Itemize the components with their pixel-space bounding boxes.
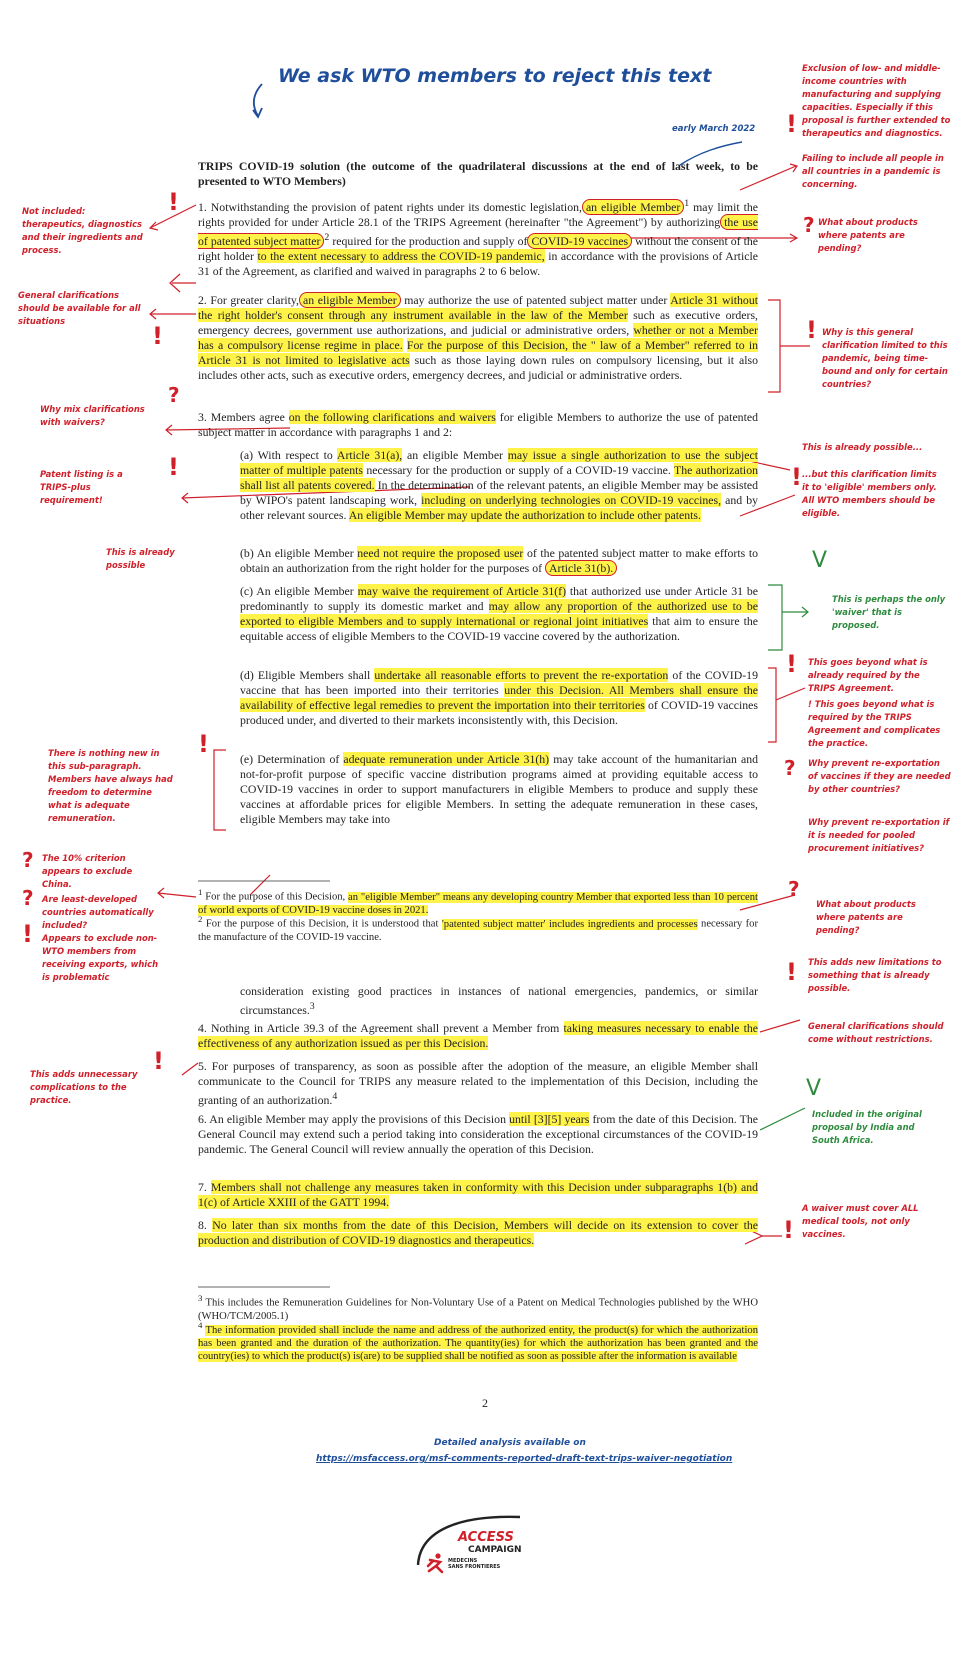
p3d-highlight: under this Decision. All Members shall ensure the availability of effective legal remedies to prevent the importation into their territories	[240, 683, 758, 712]
p3d-highlight: undertake all reasonable efforts to prevent the re-exportation	[374, 668, 669, 682]
exclamation-icon: !	[168, 453, 179, 481]
p3d-text: of COVID-19 vaccines produced under, and diverted to their markets inconsistently with, this Decision.	[240, 698, 758, 727]
annotation-left: Are least-developed countries automatically included?	[42, 894, 154, 930]
footer-analysis-label: Detailed analysis available on	[434, 1438, 586, 1448]
footnote-2-text: For the purpose of this Decision, it is understood that	[205, 918, 442, 930]
analysis-link[interactable]: https://msfaccess.org/msf-comments-reported-draft-text-trips-waiver-negotiation	[316, 1454, 733, 1464]
p3c-text: that aim to ensure the equitable access of eligible Members to the COVID-19 vaccine covered by the authorization.	[240, 614, 758, 643]
p3d-text: of the COVID-19 vaccine that has been imported into their territories	[240, 668, 758, 697]
p3a-highlight: An eligible Member may update the authorization to include other patents.	[348, 508, 701, 522]
footnote-marker: 2	[198, 914, 203, 924]
paragraph-3	[198, 410, 758, 440]
p3a-text: (a) With respect to	[240, 448, 337, 462]
footnote-ref-2: 2	[324, 231, 330, 243]
p7-highlight: Members shall not challenge any measures taken in conformity with this Decision under subparagraphs 1(b) and 1(c) of Article XXIII of the GATT 1994.	[198, 1180, 759, 1209]
exclamation-icon: !	[152, 322, 163, 350]
question-icon: ?	[22, 848, 34, 872]
exclamation-icon: !	[786, 650, 797, 678]
p1-text: in accordance with the provisions of Article 31 of the Agreement, as clarified and waived in paragraphs 2 to 6 below.	[198, 248, 758, 278]
p1-text: without the consent of the right holder	[198, 233, 759, 263]
paragraph-5	[198, 1059, 758, 1108]
footnote-marker: 1	[198, 887, 203, 897]
p3b-text: (b) An eligible Member	[240, 546, 358, 560]
question-icon: ?	[22, 886, 34, 910]
document-title-text: TRIPS COVID-19 solution (the outcome of the quadrilateral discussions at the end of last week, to be presented to WTO Members)	[198, 159, 758, 188]
logo-msf-line2: SANS FRONTIERES	[448, 1564, 501, 1570]
annotation-left: This adds unnecessary complications to the practice.	[30, 1069, 138, 1105]
paragraph-7	[198, 1180, 758, 1210]
p3a-text: In the determination of the relevant patents, an eligible Member may be assisted by WIPO's patent landscaping work,	[240, 478, 758, 507]
annotation-left: There is nothing new in this sub-paragraph. Members have always had freedom to determine what is adequate remuneration.	[48, 748, 173, 823]
annotation-right: This is already possible...	[802, 442, 923, 452]
logo-msf-text	[448, 1558, 500, 1570]
headline: We ask WTO members to reject this text	[278, 65, 712, 87]
footnote-1	[198, 886, 758, 917]
paragraph-2	[198, 293, 758, 383]
footnote-4-highlight: The information provided shall include the name and address of the authorized entity, the product(s) for which the authorization has been granted and the duration of the authorization. The quantity(ies) for which the authorization has been granted and the country(ies) to which the product(s) is(are) to be supplied shall be notified as soon as possible after the information is available	[198, 1324, 758, 1362]
p3e-highlight: adequate remuneration under Article 31(h)	[343, 752, 550, 766]
p3e-text: may take account of the humanitarian and not-for-profit purpose of specific vaccine distribution programs aimed at providing equitable access to COVID-19 vaccines in order to support manufacturers in eligible Members to produce and supply these vaccines at affordable prices for eligible Members. In setting the adequate remuneration in these cases, eligible Members may take into	[240, 752, 759, 826]
logo-access-text: ACCESS	[458, 1530, 514, 1545]
footnote-2-highlight: 'patented subject matter' includes ingredients and processes	[441, 918, 698, 930]
p3-text: for eligible Members to authorize the use of patented subject matter in accordance with paragraphs 1 and 2:	[198, 410, 758, 439]
footnote-ref-4: 4	[332, 1091, 338, 1102]
p3c-text: (c) An eligible Member	[240, 584, 358, 598]
annotation-right: ! This goes beyond what is required by the TRIPS Agreement and complicates the practice.	[808, 699, 941, 748]
p3c-highlight: may waive the requirement of Article 31(f)	[357, 584, 567, 598]
p3e-text: (e) Determination of	[240, 752, 344, 766]
p5-text: 5. For purposes of transparency, as soon as possible after the adoption of the measure, an eligible Member shall communicate to the Council for TRIPS any measure related to the implementation of this Decision, including the granting of an authorization.	[198, 1059, 758, 1107]
p4-text: 4. Nothing in Article 39.3 of the Agreement shall prevent a Member from	[198, 1021, 564, 1035]
annotation-left: This is already possible	[106, 547, 175, 570]
p6-text: 6. An eligible Member may apply the provisions of this Decision	[198, 1112, 510, 1126]
p3a-highlight: may issue a single authorization to use the subject matter of multiple patents	[240, 448, 758, 477]
annotation-right: This goes beyond what is already required by the TRIPS Agreement.	[808, 657, 928, 693]
check-icon: V	[806, 1076, 822, 1101]
p6-text: from the date of this Decision. The General Council may extend such a period taking into consideration the exceptional circumstances of the COVID-19 pandemic. The General Council will review annually the operation of this Decision.	[198, 1112, 758, 1156]
annotation-right: Exclusion of low- and middle-income countries with manufacturing and supplying capacities. Especially if this proposal is further extended to therapeutics and diagnostics.	[802, 63, 951, 138]
exclamation-icon: !	[22, 920, 33, 948]
p3a-text: an eligible Member	[402, 448, 508, 462]
p3c-highlight: may allow any proportion of the authorized use to be exported to eligible Members and to supply international or regional joint initiatives	[240, 599, 758, 628]
p3a-highlight: including on underlying technologies on COVID-19 vaccines,	[421, 493, 722, 507]
annotation-left: Not included: therapeutics, diagnostics and their ingredients and process.	[22, 206, 143, 255]
logo-msf-line1: MEDECINS	[448, 1558, 478, 1564]
p1-text: 1. Notwithstanding the provision of patent rights under its domestic legislation,	[198, 199, 582, 214]
p2-eligible-member: an eligible Member	[299, 292, 401, 308]
annotation-right: This is perhaps the only 'waiver' that is proposed.	[832, 594, 946, 630]
question-icon: ?	[788, 877, 800, 901]
p3b-highlight: need not require the proposed user	[357, 546, 524, 560]
check-icon: V	[812, 548, 828, 573]
paragraph-3d	[240, 668, 758, 728]
annotation-right: Why prevent re-exportation if it is needed for pooled procurement initiatives?	[808, 817, 950, 853]
document-title	[198, 159, 758, 189]
p2-text: such as executive orders, emergency decrees, government use authorizations, and judicial or administrative orders,	[198, 308, 759, 337]
paragraph-6	[198, 1112, 758, 1157]
annotation-right: This adds new limitations to something that is already possible.	[808, 957, 942, 993]
paragraph-8	[198, 1218, 758, 1248]
paragraph-3a	[240, 448, 758, 523]
annotation-left: Appears to exclude non-WTO members from receiving exports, which is problematic	[42, 933, 159, 982]
msf-runner-icon	[424, 1552, 446, 1574]
p1-covid-vaccines: COVID-19 vaccines	[527, 233, 632, 249]
p3b-article-31b: Article 31(b).	[545, 560, 617, 576]
exclamation-icon: !	[168, 188, 179, 216]
footnote-2-text: necessary for the manufacture of the COVID-19 vaccine.	[198, 918, 758, 943]
p3-text: 3. Members agree	[198, 410, 289, 424]
p2-highlight: whether or not a Member has a compulsory license regime in place.	[198, 323, 758, 352]
p1-patented-subject-matter: the use of patented subject matter	[198, 214, 758, 248]
p2-highlight: For the purpose of this Decision, the " law of a Member" referred to in Article 31 is not limited to legislative acts	[198, 338, 759, 367]
annotation-right: Why prevent re-exportation of vaccines if they are needed by other countries?	[808, 758, 951, 794]
question-icon: ?	[803, 213, 815, 237]
paragraph-3b	[240, 546, 758, 576]
footnote-ref-1: 1	[684, 198, 690, 209]
annotation-left: Patent listing is a TRIPS-plus requirement!	[40, 469, 123, 505]
footnote-3-text: This includes the Remuneration Guidelines for Non-Voluntary Use of a Patent on Medical Technologies published by the WHO (WHO/TCM/2005.1)	[198, 1297, 758, 1322]
p2-text: 2. For greater clarity,	[198, 293, 300, 307]
p3a-highlight: The authorization shall list all patents covered.	[240, 463, 759, 492]
annotation-left: The 10% criterion appears to exclude China.	[42, 853, 133, 889]
paragraph-3e	[240, 752, 758, 827]
paragraph-3c	[240, 584, 758, 644]
access-campaign-logo	[410, 1530, 550, 1590]
footnote-marker: 4	[198, 1320, 203, 1330]
p2-text: may authorize the use of patented subject matter under	[400, 293, 671, 307]
p3-highlight: on the following clarifications and waivers	[288, 410, 496, 424]
exclamation-icon: !	[786, 958, 797, 986]
logo-campaign-text: CAMPAIGN	[468, 1545, 522, 1555]
annotation-right: What about products where patents are pending?	[816, 899, 916, 935]
question-icon: ?	[168, 383, 180, 407]
exclamation-icon: !	[783, 1216, 794, 1244]
footnote-marker: 3	[198, 1293, 203, 1303]
footnote-1-text: For the purpose of this Decision,	[205, 891, 349, 903]
p7-number: 7.	[198, 1180, 207, 1194]
question-icon: ?	[784, 756, 796, 780]
p8-number: 8.	[198, 1218, 207, 1232]
p2-highlight: Article 31 without the right holder's consent through any instrument available in the law of the Member	[198, 293, 758, 322]
p2-text: such as those laying down rules on compulsory licensing, but it also includes other acts, such as executive orders, emergency decrees, and judicial or administrative orders.	[198, 353, 758, 382]
annotation-left: General clarifications should be available for all situations	[18, 290, 141, 326]
annotation-right: Failing to include all people in all countries in a pandemic is concerning.	[802, 153, 944, 189]
date-note: early March 2022	[672, 124, 756, 134]
footnote-3	[198, 1292, 758, 1323]
footnote-ref-3: 3	[309, 1001, 315, 1012]
annotation-right: ...but this clarification limits it to 'eligible' members only. All WTO members should be eligible.	[802, 469, 937, 518]
exclamation-icon: !	[198, 730, 209, 758]
p3d-text: (d) Eligible Members shall	[240, 668, 375, 682]
exclamation-icon: !	[786, 110, 797, 138]
p3b-text: of the patented subject matter to make efforts to obtain an authorization from the right holder for the purposes of	[240, 546, 758, 575]
annotation-right: Included in the original proposal by India and South Africa.	[812, 1109, 922, 1145]
annotation-right: Why is this general clarification limited to this pandemic, being time-bound and only for certain countries?	[822, 327, 948, 389]
annotation-left: Why mix clarifications with waivers?	[40, 404, 145, 427]
p8-highlight: No later than six months from the date of this Decision, Members will decide on its extension to cover the production and distribution of COVID-19 diagnostics and therapeutics.	[198, 1218, 758, 1247]
p6-highlight: until [3][5] years	[509, 1112, 590, 1126]
p3a-text: necessary for the production or supply of a COVID-19 vaccine.	[362, 463, 674, 477]
continuation-text: consideration existing good practices in instances of national emergencies, pandemics, or similar circumstances.	[240, 984, 758, 1017]
p1-text: required for the production and supply of	[329, 233, 528, 248]
paragraph-1	[198, 196, 758, 279]
footnote-2	[198, 913, 758, 944]
annotation-right: What about products where patents are pending?	[818, 217, 918, 253]
annotation-right: A waiver must cover ALL medical tools, not only vaccines.	[802, 1203, 919, 1239]
p3a-highlight: Article 31(a),	[336, 448, 403, 462]
exclamation-icon: !	[806, 316, 817, 344]
p1-highlight: to the extent necessary to address the COVID-19 pandemic,	[257, 248, 545, 263]
footnote-1-highlight: an "eligible Member" means any developing country Member that exported less than 10 percent of world exports of COVID-19 vaccine doses in 2021.	[198, 891, 758, 916]
exclamation-icon: !	[791, 463, 802, 491]
paragraph-4	[198, 1021, 758, 1051]
p1-eligible-member: an eligible Member	[582, 199, 684, 215]
annotation-right: General clarifications should come without restrictions.	[808, 1021, 944, 1044]
p3a-text: and by other relevant sources.	[240, 493, 758, 522]
paragraph-3e-continuation	[240, 984, 758, 1018]
exclamation-icon: !	[153, 1047, 164, 1075]
p3c-text: that authorized use under Article 31 be predominantly to supply its domestic market and	[240, 584, 758, 613]
p4-highlight: taking measures necessary to enable the effectiveness of any authorization issued as per this Decision.	[198, 1021, 758, 1050]
footnote-4	[198, 1319, 758, 1363]
p1-text: may limit the rights provided for under Article 28.1 of the TRIPS Agreement (hereinafter "the Agreement") by authorizing	[198, 199, 758, 229]
page-number: 2	[482, 1396, 488, 1410]
